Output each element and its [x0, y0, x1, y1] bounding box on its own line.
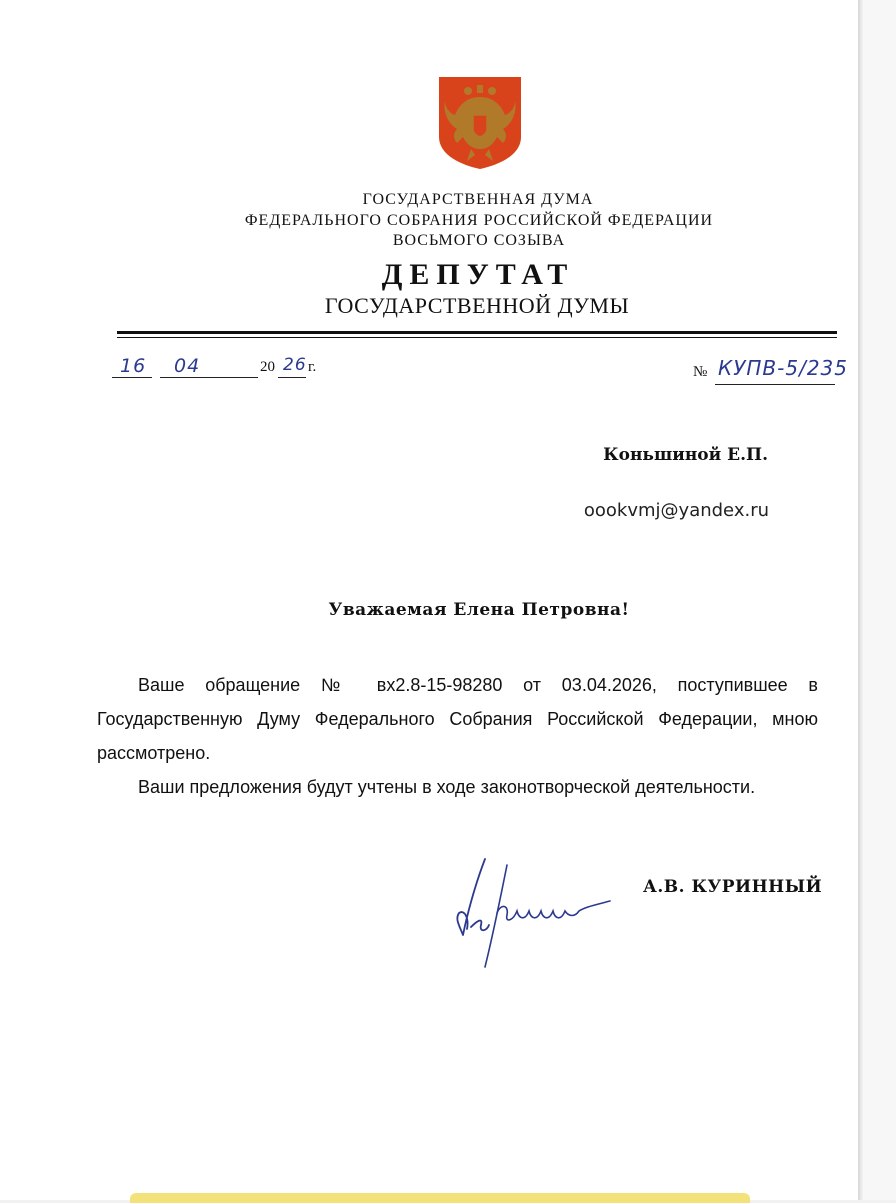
coat-of-arms-icon	[437, 75, 523, 171]
handwritten-signature	[445, 855, 620, 975]
addressee-name: Коньшиной Е.П.	[603, 445, 768, 465]
sticky-note-edge	[130, 1193, 750, 1203]
reference-field	[693, 356, 873, 388]
letter-body	[97, 668, 818, 804]
date-month: 04	[174, 355, 201, 377]
date-year-underline	[278, 377, 306, 378]
date-year-suffix: 26	[283, 355, 307, 375]
date-year-prefix: 20	[260, 359, 275, 375]
reference-number: КУПВ-5/235	[718, 356, 848, 380]
date-day: 16	[120, 355, 147, 377]
header-divider-thick	[117, 331, 837, 334]
date-day-underline	[112, 377, 152, 378]
date-month-underline	[160, 377, 258, 378]
body-paragraph-2: Ваши предложения будут учтены в ходе законотворческой деятельности.	[138, 777, 756, 797]
reference-underline	[715, 384, 835, 385]
letterhead-line-2: ФЕДЕРАЛЬНОГО СОБРАНИЯ РОССИЙСКОЙ ФЕДЕРАЦИИ	[244, 212, 714, 229]
date-field	[112, 355, 342, 385]
letterhead-line-1: ГОСУДАРСТВЕННАЯ ДУМА	[362, 191, 594, 208]
body-paragraph-1: Ваше обращение № вх2.8-15-98280 от 03.04.2026, поступившее в Государственную Думу Федерального Собрания Российской Федерации, мною рассмотрено.	[97, 675, 818, 763]
reference-sign: №	[693, 364, 708, 380]
background-sheet	[864, 0, 896, 1200]
letterhead-title: ДЕПУТАТ	[381, 258, 575, 291]
signer-name: А.В. КУРИННЫЙ	[643, 877, 823, 897]
header-divider-thin	[117, 337, 837, 338]
greeting: Уважаемая Елена Петровна!	[328, 600, 630, 620]
date-suffix: г.	[308, 359, 317, 375]
letterhead-subtitle: ГОСУДАРСТВЕННОЙ ДУМЫ	[324, 293, 630, 318]
addressee-email: oookvmj@yandex.ru	[583, 500, 769, 521]
letterhead-line-3: ВОСЬМОГО СОЗЫВА	[392, 232, 566, 249]
